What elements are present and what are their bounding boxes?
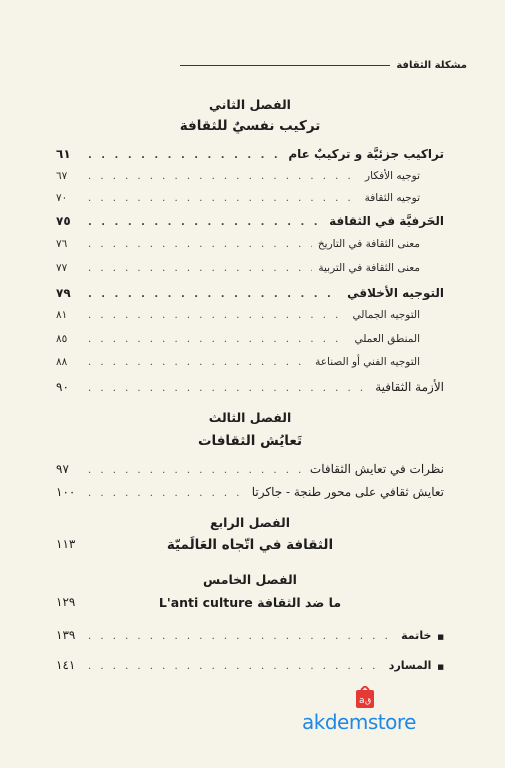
toc-entry[interactable] (56, 628, 444, 648)
toc-entry-label: تراكيب جزئيَّة و تركيبٌ عام (288, 147, 444, 161)
leader-dots (88, 661, 383, 672)
chapter-4-number: الفصل الرابع (209, 515, 291, 530)
chapter-4-title: الثقافة في اتّجاه العَالَميّة (166, 537, 334, 553)
toc-entry-label: التوجيه الجمالي (352, 309, 420, 321)
chapter-5-title: ما ضد الثقافة L'anti culture (158, 595, 342, 610)
watermark-brand: akdemstore (302, 710, 416, 734)
svg-text:ق: ق (365, 696, 372, 705)
toc-entry-page: ١٢٩ (56, 595, 76, 609)
toc-entry-label: المسارد (388, 659, 432, 672)
toc-entry-page: ٧٦ (56, 238, 68, 250)
toc-entry-page: ١٠٠ (56, 485, 76, 499)
toc-entry[interactable] (56, 356, 444, 376)
square-bullet-icon: ■ (437, 633, 444, 641)
toc-entry-page: ٦٧ (56, 170, 68, 182)
leader-dots (88, 193, 359, 204)
toc-entry-page: ٦١ (56, 147, 71, 161)
leader-dots (88, 310, 347, 321)
chapter-3-number: الفصل الثالث (208, 410, 292, 425)
toc-entry-page: ٩٠ (56, 380, 69, 394)
toc-entry[interactable] (56, 170, 444, 190)
book-icon (354, 686, 376, 710)
toc-entry-page: ٩٧ (56, 462, 69, 476)
leader-dots (88, 334, 348, 345)
leader-dots (88, 150, 282, 161)
toc-entry-label: التوجيه الأخلاقي (347, 286, 444, 300)
leader-dots (88, 289, 341, 300)
toc-entry-page: ٨٥ (56, 333, 68, 345)
chapter-3-title: تَعايُش الثقافات (197, 433, 303, 449)
toc-entry-page: ١٤١ (56, 658, 76, 672)
toc-entry-label: معنى الثقافة في التاريخ (317, 238, 420, 250)
toc-entry-label: توجيه الثقافة (364, 192, 420, 204)
toc-entry-page: ٧٩ (56, 286, 71, 300)
toc-entry[interactable] (56, 333, 444, 353)
toc-entry-page: ٧٥ (56, 214, 71, 228)
toc-entry[interactable] (56, 485, 444, 505)
leader-dots (88, 357, 309, 368)
chapter-2-title: تركيب نفسيٌ للثقافة (179, 118, 321, 134)
toc-entry-label: التوجيه الفني أو الصناعة (315, 356, 420, 368)
leader-dots (88, 488, 246, 499)
toc-entry-label: الحَرفيَّة في الثقافة (329, 214, 444, 228)
toc-entry[interactable] (56, 262, 444, 282)
leader-dots (88, 465, 304, 476)
toc-entry[interactable] (56, 238, 444, 258)
toc-entry[interactable] (56, 595, 444, 615)
toc-entry-label: الأزمة الثقافية (375, 380, 444, 394)
leader-dots (88, 217, 323, 228)
toc-entry-label: تعايش ثقافي على محور طنجة - جاكرتا (251, 485, 444, 499)
header-title: مشكلة الثقافة (396, 59, 467, 71)
leader-dots (88, 383, 369, 394)
chapter-2-number: الفصل الثاني (209, 97, 291, 112)
toc-entry[interactable] (56, 537, 444, 557)
toc-entry-label: خاتمة (401, 629, 432, 642)
toc-entry[interactable] (56, 380, 444, 400)
leader-dots (88, 631, 395, 642)
leader-dots (88, 263, 312, 274)
square-bullet-icon: ■ (437, 663, 444, 671)
toc-entry-page: ٧٠ (56, 192, 68, 204)
toc-entry[interactable] (56, 192, 444, 212)
toc-entry[interactable] (56, 462, 444, 482)
toc-entry-page: ١١٣ (56, 537, 76, 551)
toc-entry[interactable] (56, 147, 444, 167)
toc-entry-label: توجيه الأفكار (365, 170, 420, 182)
leader-dots (88, 171, 359, 182)
toc-entry-label: معنى الثقافة في التربية (318, 262, 420, 274)
header-rule (180, 65, 390, 66)
svg-text:a: a (359, 696, 365, 706)
leader-dots (88, 239, 312, 250)
chapter-5-number: الفصل الخامس (203, 572, 297, 587)
toc-entry-label: المنطق العملي (354, 333, 420, 345)
toc-entry-page: ٧٧ (56, 262, 68, 274)
running-header (38, 57, 467, 73)
toc-entry-page: ١٣٩ (56, 628, 76, 642)
toc-entry[interactable] (56, 658, 444, 678)
toc-entry-page: ٨٨ (56, 356, 68, 368)
toc-entry-page: ٨١ (56, 309, 68, 321)
toc-entry[interactable] (56, 286, 444, 306)
akdemstore-watermark (302, 686, 462, 738)
toc-entry[interactable] (56, 214, 444, 234)
toc-entry[interactable] (56, 309, 444, 329)
toc-entry-label: نظرات في تعايش الثقافات (309, 462, 444, 476)
